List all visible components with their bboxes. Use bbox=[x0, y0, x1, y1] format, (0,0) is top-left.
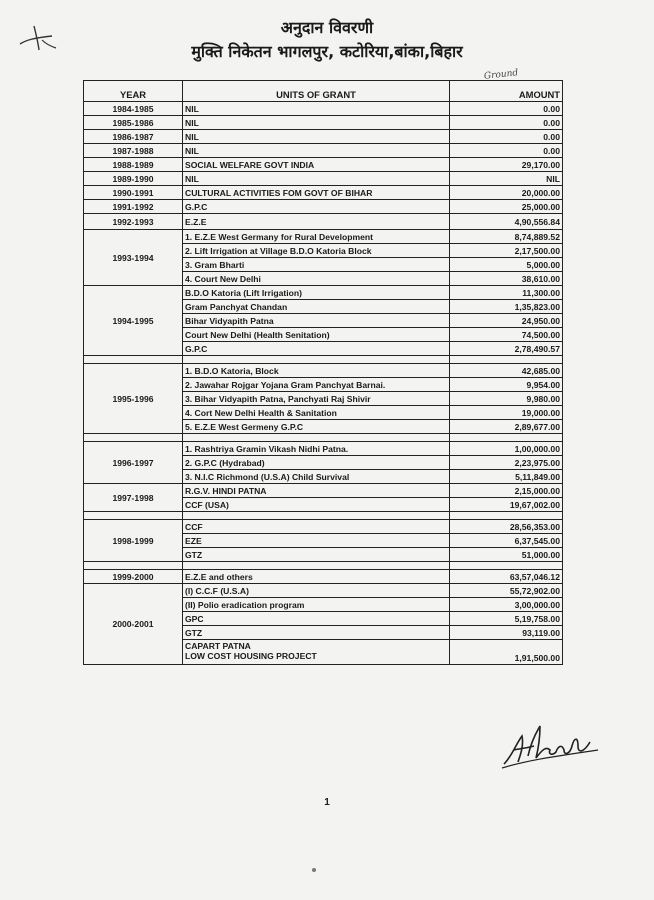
unit-cell: B.D.O Katoria (Lift Irrigation) bbox=[183, 286, 450, 300]
year-cell: 1996-1997 bbox=[84, 442, 183, 484]
amount-cell: NIL bbox=[450, 172, 563, 186]
unit-cell: 2. Jawahar Rojgar Yojana Gram Panchyat Barnai. bbox=[183, 378, 450, 392]
amount-cell: 29,170.00 bbox=[450, 158, 563, 172]
unit-cell: NIL bbox=[183, 116, 450, 130]
table-row bbox=[84, 484, 563, 498]
year-cell: 1988-1989 bbox=[84, 158, 183, 172]
unit-cell: E.Z.E bbox=[183, 214, 450, 230]
unit-cell: 2. Lift Irrigation at Village B.D.O Katoria Block bbox=[183, 244, 450, 258]
amount-cell: 42,685.00 bbox=[450, 364, 563, 378]
unit-cell: Bihar Vidyapith Patna bbox=[183, 314, 450, 328]
column-header-year: YEAR bbox=[84, 81, 183, 102]
amount-cell: 20,000.00 bbox=[450, 186, 563, 200]
table-row bbox=[84, 442, 563, 456]
unit-cell: NIL bbox=[183, 130, 450, 144]
column-header-units: UNITS OF GRANT bbox=[183, 81, 450, 102]
amount-cell: 3,00,000.00 bbox=[450, 598, 563, 612]
unit-cell: (II) Polio eradication program bbox=[183, 598, 450, 612]
year-cell: 1998-1999 bbox=[84, 520, 183, 562]
spacer-row bbox=[84, 434, 563, 442]
signature-icon bbox=[498, 716, 608, 772]
amount-cell: 0.00 bbox=[450, 116, 563, 130]
year-cell: 1993-1994 bbox=[84, 230, 183, 286]
unit-cell: 4. Cort New Delhi Health & Sanitation bbox=[183, 406, 450, 420]
year-cell: 2000-2001 bbox=[84, 584, 183, 665]
amount-cell: 9,980.00 bbox=[450, 392, 563, 406]
amount-cell: 55,72,902.00 bbox=[450, 584, 563, 598]
table-row bbox=[84, 214, 563, 230]
handwritten-note: Ground bbox=[483, 68, 519, 82]
unit-cell: 1. E.Z.E West Germany for Rural Development bbox=[183, 230, 450, 244]
table-row bbox=[84, 186, 563, 200]
unit-cell: CULTURAL ACTIVITIES FOM GOVT OF BIHAR bbox=[183, 186, 450, 200]
year-cell: 1990-1991 bbox=[84, 186, 183, 200]
spacer-row bbox=[84, 356, 563, 364]
unit-cell: G.P.C bbox=[183, 342, 450, 356]
unit-cell: 2. G.P.C (Hydrabad) bbox=[183, 456, 450, 470]
amount-cell: 2,15,000.00 bbox=[450, 484, 563, 498]
amount-cell: 8,74,889.52 bbox=[450, 230, 563, 244]
unit-cell: E.Z.E and others bbox=[183, 570, 450, 584]
unit-cell: CCF bbox=[183, 520, 450, 534]
unit-cell bbox=[183, 640, 450, 665]
unit-cell: 1. B.D.O Katoria, Block bbox=[183, 364, 450, 378]
year-cell: 1985-1986 bbox=[84, 116, 183, 130]
amount-cell: 1,35,823.00 bbox=[450, 300, 563, 314]
unit-cell: 3. Gram Bharti bbox=[183, 258, 450, 272]
unit-cell: NIL bbox=[183, 172, 450, 186]
unit-cell: NIL bbox=[183, 144, 450, 158]
unit-cell: GPC bbox=[183, 612, 450, 626]
table-row bbox=[84, 144, 563, 158]
amount-cell: 0.00 bbox=[450, 144, 563, 158]
year-cell: 1989-1990 bbox=[84, 172, 183, 186]
amount-cell: 19,000.00 bbox=[450, 406, 563, 420]
amount-cell: 0.00 bbox=[450, 102, 563, 116]
amount-cell: 9,954.00 bbox=[450, 378, 563, 392]
spacer-row bbox=[84, 562, 563, 570]
grant-table bbox=[83, 80, 563, 665]
amount-cell: 1,91,500.00 bbox=[450, 640, 563, 665]
unit-line: LOW COST HOUSING PROJECT bbox=[185, 651, 317, 661]
unit-cell: CCF (USA) bbox=[183, 498, 450, 512]
year-cell: 1997-1998 bbox=[84, 484, 183, 512]
unit-line: CAPART PATNA bbox=[185, 641, 251, 651]
document-title: अनुदान विवरणी bbox=[280, 18, 374, 37]
unit-cell: (I) C.C.F (U.S.A) bbox=[183, 584, 450, 598]
amount-cell: 74,500.00 bbox=[450, 328, 563, 342]
unit-cell: 5. E.Z.E West Germeny G.P.C bbox=[183, 420, 450, 434]
unit-cell: Gram Panchyat Chandan bbox=[183, 300, 450, 314]
table-row bbox=[84, 570, 563, 584]
year-cell: 1994-1995 bbox=[84, 286, 183, 356]
organization-address: मुक्ति निकेतन भागलपुर, कटोरिया,बांका,बिहार bbox=[191, 42, 463, 61]
amount-cell: 6,37,545.00 bbox=[450, 534, 563, 548]
table-row bbox=[84, 200, 563, 214]
unit-cell: G.P.C bbox=[183, 200, 450, 214]
amount-cell: 25,000.00 bbox=[450, 200, 563, 214]
table-row bbox=[84, 364, 563, 378]
unit-cell: Court New Delhi (Health Senitation) bbox=[183, 328, 450, 342]
amount-cell: 5,19,758.00 bbox=[450, 612, 563, 626]
amount-cell: 4,90,556.84 bbox=[450, 214, 563, 230]
amount-cell: 5,11,849.00 bbox=[450, 470, 563, 484]
table-row bbox=[84, 130, 563, 144]
page-number: 1 bbox=[324, 797, 330, 808]
scan-speck bbox=[312, 868, 316, 872]
table-row bbox=[84, 230, 563, 244]
year-cell: 1992-1993 bbox=[84, 214, 183, 230]
year-cell: 1995-1996 bbox=[84, 364, 183, 434]
unit-cell: EZE bbox=[183, 534, 450, 548]
amount-cell: 11,300.00 bbox=[450, 286, 563, 300]
amount-cell: 38,610.00 bbox=[450, 272, 563, 286]
unit-cell: GTZ bbox=[183, 548, 450, 562]
spacer-row bbox=[84, 512, 563, 520]
unit-cell: 4. Court New Delhi bbox=[183, 272, 450, 286]
unit-cell: 3. Bihar Vidyapith Patna, Panchyati Raj Shivir bbox=[183, 392, 450, 406]
amount-cell: 0.00 bbox=[450, 130, 563, 144]
table-row bbox=[84, 584, 563, 598]
amount-cell: 24,950.00 bbox=[450, 314, 563, 328]
table-header-row bbox=[84, 81, 563, 102]
unit-cell: NIL bbox=[183, 102, 450, 116]
unit-cell: R.G.V. HINDI PATNA bbox=[183, 484, 450, 498]
year-cell: 1986-1987 bbox=[84, 130, 183, 144]
table-row bbox=[84, 102, 563, 116]
amount-cell: 1,00,000.00 bbox=[450, 442, 563, 456]
table-row bbox=[84, 172, 563, 186]
table-row bbox=[84, 520, 563, 534]
year-cell: 1984-1985 bbox=[84, 102, 183, 116]
amount-cell: 2,78,490.57 bbox=[450, 342, 563, 356]
year-cell: 1999-2000 bbox=[84, 570, 183, 584]
table-row bbox=[84, 116, 563, 130]
amount-cell: 2,17,500.00 bbox=[450, 244, 563, 258]
amount-cell: 2,89,677.00 bbox=[450, 420, 563, 434]
table-row bbox=[84, 286, 563, 300]
unit-cell: 3. N.I.C Richmond (U.S.A) Child Survival bbox=[183, 470, 450, 484]
unit-cell: GTZ bbox=[183, 626, 450, 640]
amount-cell: 5,000.00 bbox=[450, 258, 563, 272]
amount-cell: 63,57,046.12 bbox=[450, 570, 563, 584]
unit-cell: SOCIAL WELFARE GOVT INDIA bbox=[183, 158, 450, 172]
year-cell: 1991-1992 bbox=[84, 200, 183, 214]
amount-cell: 28,56,353.00 bbox=[450, 520, 563, 534]
amount-cell: 19,67,002.00 bbox=[450, 498, 563, 512]
year-cell: 1987-1988 bbox=[84, 144, 183, 158]
column-header-amount: AMOUNT bbox=[450, 81, 563, 102]
amount-cell: 93,119.00 bbox=[450, 626, 563, 640]
table-row bbox=[84, 158, 563, 172]
amount-cell: 51,000.00 bbox=[450, 548, 563, 562]
unit-cell: 1. Rashtriya Gramin Vikash Nidhi Patna. bbox=[183, 442, 450, 456]
amount-cell: 2,23,975.00 bbox=[450, 456, 563, 470]
